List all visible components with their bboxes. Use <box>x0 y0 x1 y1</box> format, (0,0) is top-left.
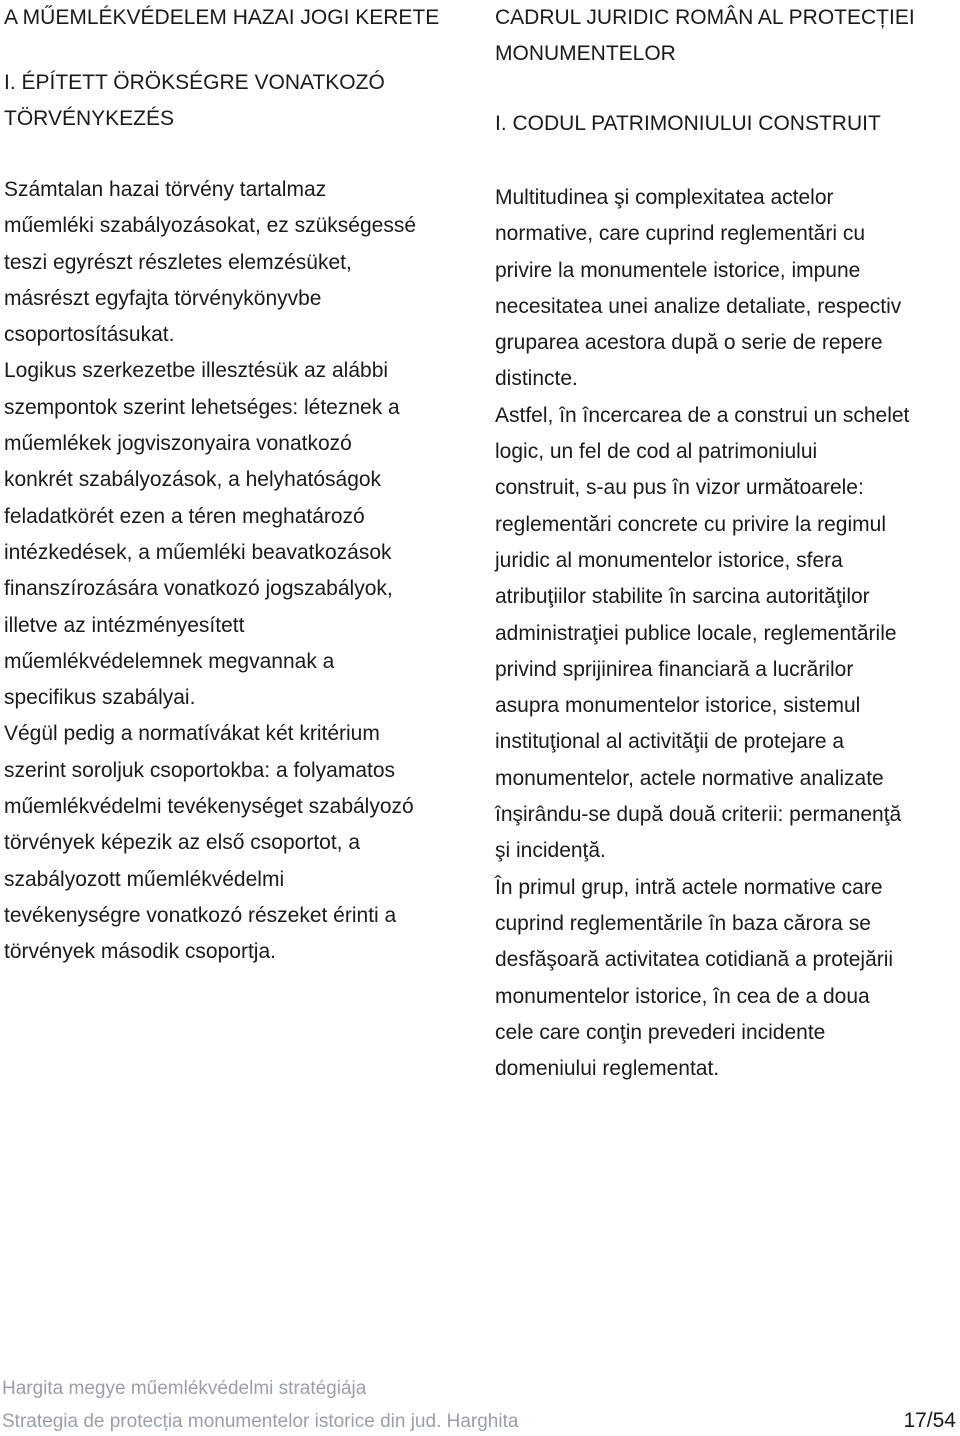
left-section-title: I. ÉPÍTETT ÖRÖKSÉGRE VONATKOZÓ TÖRVÉNYKEZÉS <box>4 71 385 130</box>
right-paragraph-1: Multitudinea şi complexitatea actelor normative, care cuprind reglementări cu privire la monumentele istorice, impune necesitatea unei analize detaliate, respectiv gruparea acestora după o serie de repere distincte. <box>495 186 902 391</box>
footer-romanian-title: Strategia de protecția monumentelor istorice din jud. Harghita <box>2 1411 519 1432</box>
right-column-romanian <box>495 0 957 1087</box>
right-paragraph-2: Astfel, în încercarea de a construi un schelet logic, un fel de cod al patrimoniului construit, s-au pus în vizor următoarele: reglementări concrete cu privire la regimul juridic al monumentelor istorice, sfera atribuţiilor stabilite în sarcina autorităţilor administraţiei publice locale, reglementările privind sprijinirea financiară a lucrărilor asupra monumentelor istorice, sistemul instituţional al activităţii de protejare a monumentelor, actele normative analizate înşirându-se după două criterii: permanenţă şi incidenţă. <box>495 403 910 863</box>
page-number: 17/54 <box>903 1409 956 1432</box>
right-column-title: CADRUL JURIDIC ROMÂN AL PROTECȚIEI MONUMENTELOR <box>495 6 915 65</box>
left-column-title: A MŰEMLÉKVÉDELEM HAZAI JOGI KERETE <box>4 6 440 29</box>
right-section-title: I. CODUL PATRIMONIULUI CONSTRUIT <box>495 112 881 135</box>
left-column-hungarian <box>4 0 472 971</box>
right-paragraph-3: În primul grup, intră actele normative care cuprind reglementările în baza cărora se desfăşoară activitatea cotidiană a protejării monumentelor istorice, în cea de a doua cele care conţin prevederi incidente domeniului reglementat. <box>495 875 894 1081</box>
footer-hungarian-title: Hargita megye műemlékvédelmi stratégiája <box>2 1378 367 1399</box>
left-paragraph-1: Számtalan hazai törvény tartalmaz műemléki szabályozásokat, ez szükségessé teszi egyrészt részletes elemzésüket, másrészt egyfajta törvénykönyvbe csoportosításukat. <box>4 178 417 347</box>
left-paragraph-2: Logikus szerkezetbe illesztésük az alábbi szempontok szerint lehetséges: léteznek a műemlékek jogviszonyaira vonatkozó konkrét szabályozások, a helyhatóságok feladatkörét ezen a téren meghatározó intézkedések, a műemléki beavatkozások finanszírozására vonatkozó jogszabályok, illetve az intézményesített műemlékvédelemnek megvannak a specifikus szabályai. <box>4 359 400 710</box>
left-paragraph-3: Végül pedig a normatívákat két kritérium szerint soroljuk csoportokba: a folyamatos műemlékvédelmi tevékenységet szabályozó törvények képezik az első csoportot, a szabályozott műemlékvédelmi tevékenységre vonatkozó részeket érinti a törvények második csoportja. <box>4 722 414 964</box>
